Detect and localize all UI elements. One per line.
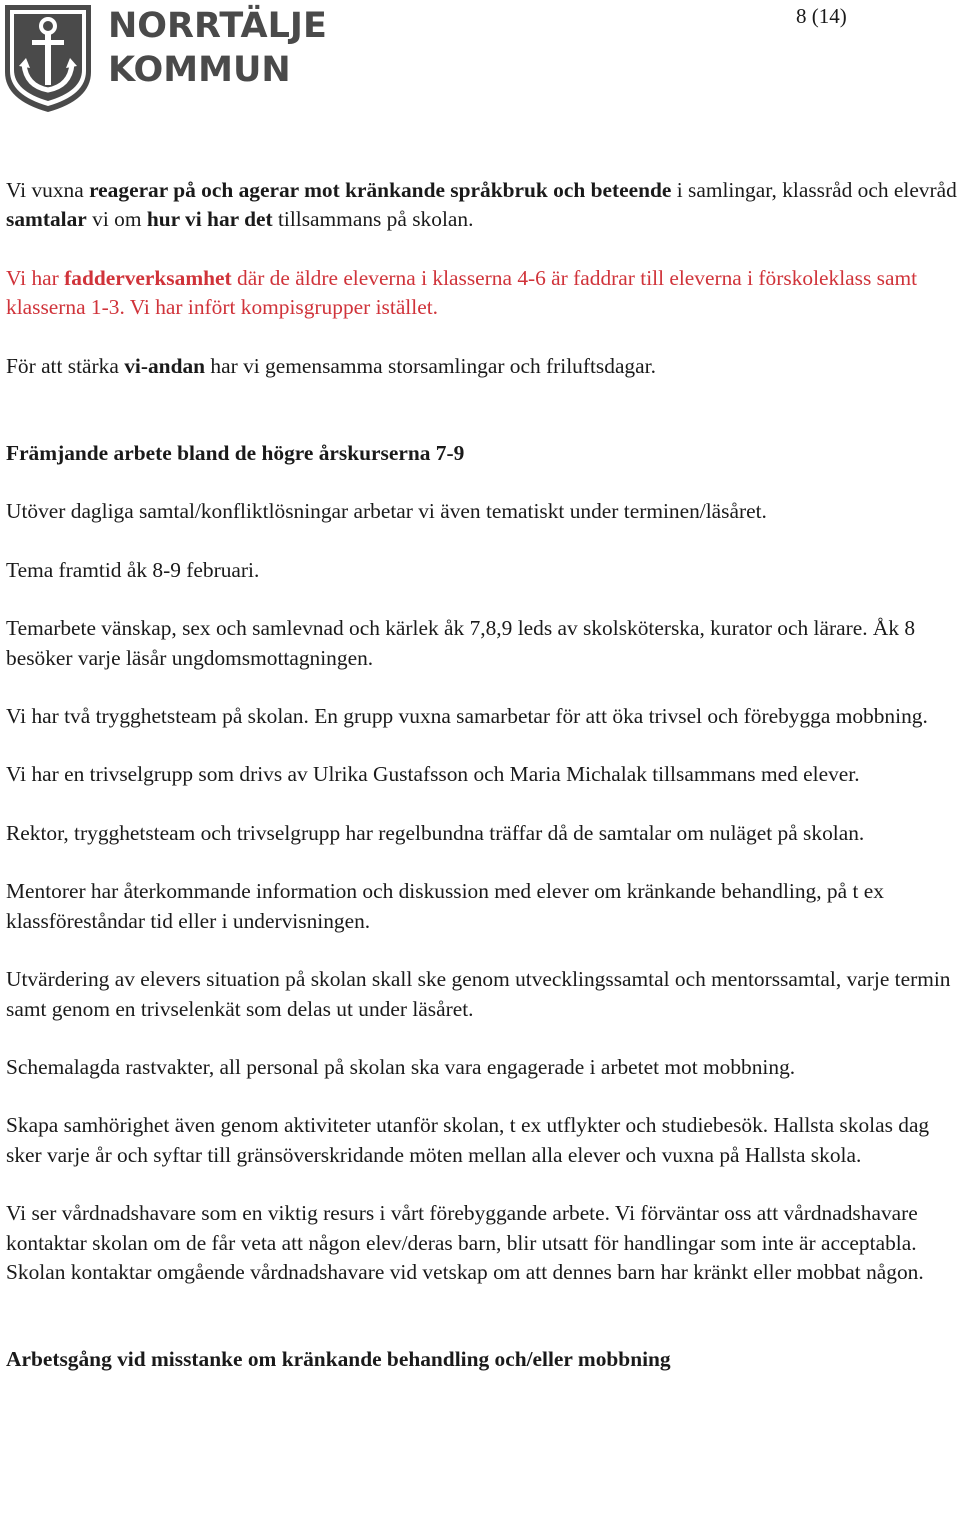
paragraph: Utvärdering av elevers situation på skolan skall ske genom utvecklingssamtal och mentorssamtal, varje termin samt genom en trivselenkät som delas ut under läsåret. [6, 967, 951, 1021]
page-number: 8 (14) [796, 4, 847, 28]
section-heading-7-9: Främjande arbete bland de högre årskurserna 7-9 [6, 441, 465, 466]
text: vi om [86, 207, 147, 232]
text: Vi har [6, 265, 65, 290]
paragraph: Schemalagda rastvakter, all personal på skolan ska vara engagerade i arbetet mot mobbning. [6, 1054, 796, 1079]
bold-text: samtalar [6, 207, 87, 232]
paragraph-vi-andan [6, 352, 958, 381]
anchor-shield-icon [2, 2, 94, 114]
text: Vi vuxna [6, 178, 90, 202]
paragraph: Utöver dagliga samtal/konfliktlösningar arbetar vi även tematiskt under terminen/läsåret. [6, 499, 767, 524]
paragraph-reagerar [6, 176, 958, 235]
text: där de äldre eleverna i klasserna 4-6 är faddrar till eleverna i förskoleklass samt klasserna 1-3. Vi har infört kompisgrupper istället. [6, 265, 918, 320]
text: har vi gemensamma storsamlingar och friluftsdagar. [205, 353, 656, 378]
municipality-logo [2, 2, 327, 114]
logo-line-2: KOMMUN [108, 50, 291, 90]
text: För att stärka [6, 353, 125, 378]
bold-text: hur vi har det [146, 207, 273, 232]
paragraph: Mentorer har återkommande information och diskussion med elever om kränkande behandling, på t ex klassföreståndar tid eller i undervisningen. [6, 879, 884, 933]
paragraph: Skapa samhörighet även genom aktiviteter utanför skolan, t ex utflykter och studiebesök. Hallsta skolas dag sker varje år och syftar till gränsöverskridande möten mellan alla elever och vuxna på Hallsta skola. [6, 1113, 930, 1167]
paragraph: Tema framtid åk 8-9 februari. [6, 557, 260, 582]
page-header [0, 0, 960, 130]
paragraph-fadderverksamhet [6, 264, 958, 323]
paragraph: Rektor, trygghetsteam och trivselgrupp har regelbundna träffar då de samtalar om nuläget på skolan. [6, 820, 865, 845]
logo-wordmark [108, 4, 327, 92]
paragraph: Vi ser vårdnadshavare som en viktig resurs i vårt förebyggande arbete. Vi förväntar oss att vårdnadshavare kontaktar skolan om de får veta att någon elev/deras barn, blir utsatt för handlingar som inte är acceptabla. Skolan kontaktar omgående vårdnadshavare vid vetskap om att dennes barn har kränkt eller mobbat någon. [6, 1201, 924, 1284]
text: i samlingar, klassråd och elevråd [671, 178, 957, 202]
text: tillsammans på skolan. [272, 207, 474, 232]
section-heading-arbetsgang: Arbetsgång vid misstanke om kränkande behandling och/eller mobbning [6, 1347, 671, 1372]
paragraph: Vi har två trygghetsteam på skolan. En grupp vuxna samarbetar för att öka trivsel och förebygga mobbning. [6, 704, 928, 729]
bold-text: reagerar på och agerar mot kränkande språkbruk och beteende [89, 178, 672, 202]
bold-text: fadderverksamhet [64, 265, 232, 290]
document-body [6, 176, 958, 1404]
paragraph: Vi har en trivselgrupp som drivs av Ulrika Gustafsson och Maria Michalak tillsammans med elever. [6, 762, 860, 787]
paragraph: Temarbete vänskap, sex och samlevnad och kärlek åk 7,8,9 leds av skolsköterska, kurator och lärare. Åk 8 besöker varje läsår ungdomsmottagningen. [6, 616, 916, 670]
bold-text: vi-andan [124, 353, 206, 378]
logo-line-1: NORRTÄLJE [108, 6, 327, 46]
